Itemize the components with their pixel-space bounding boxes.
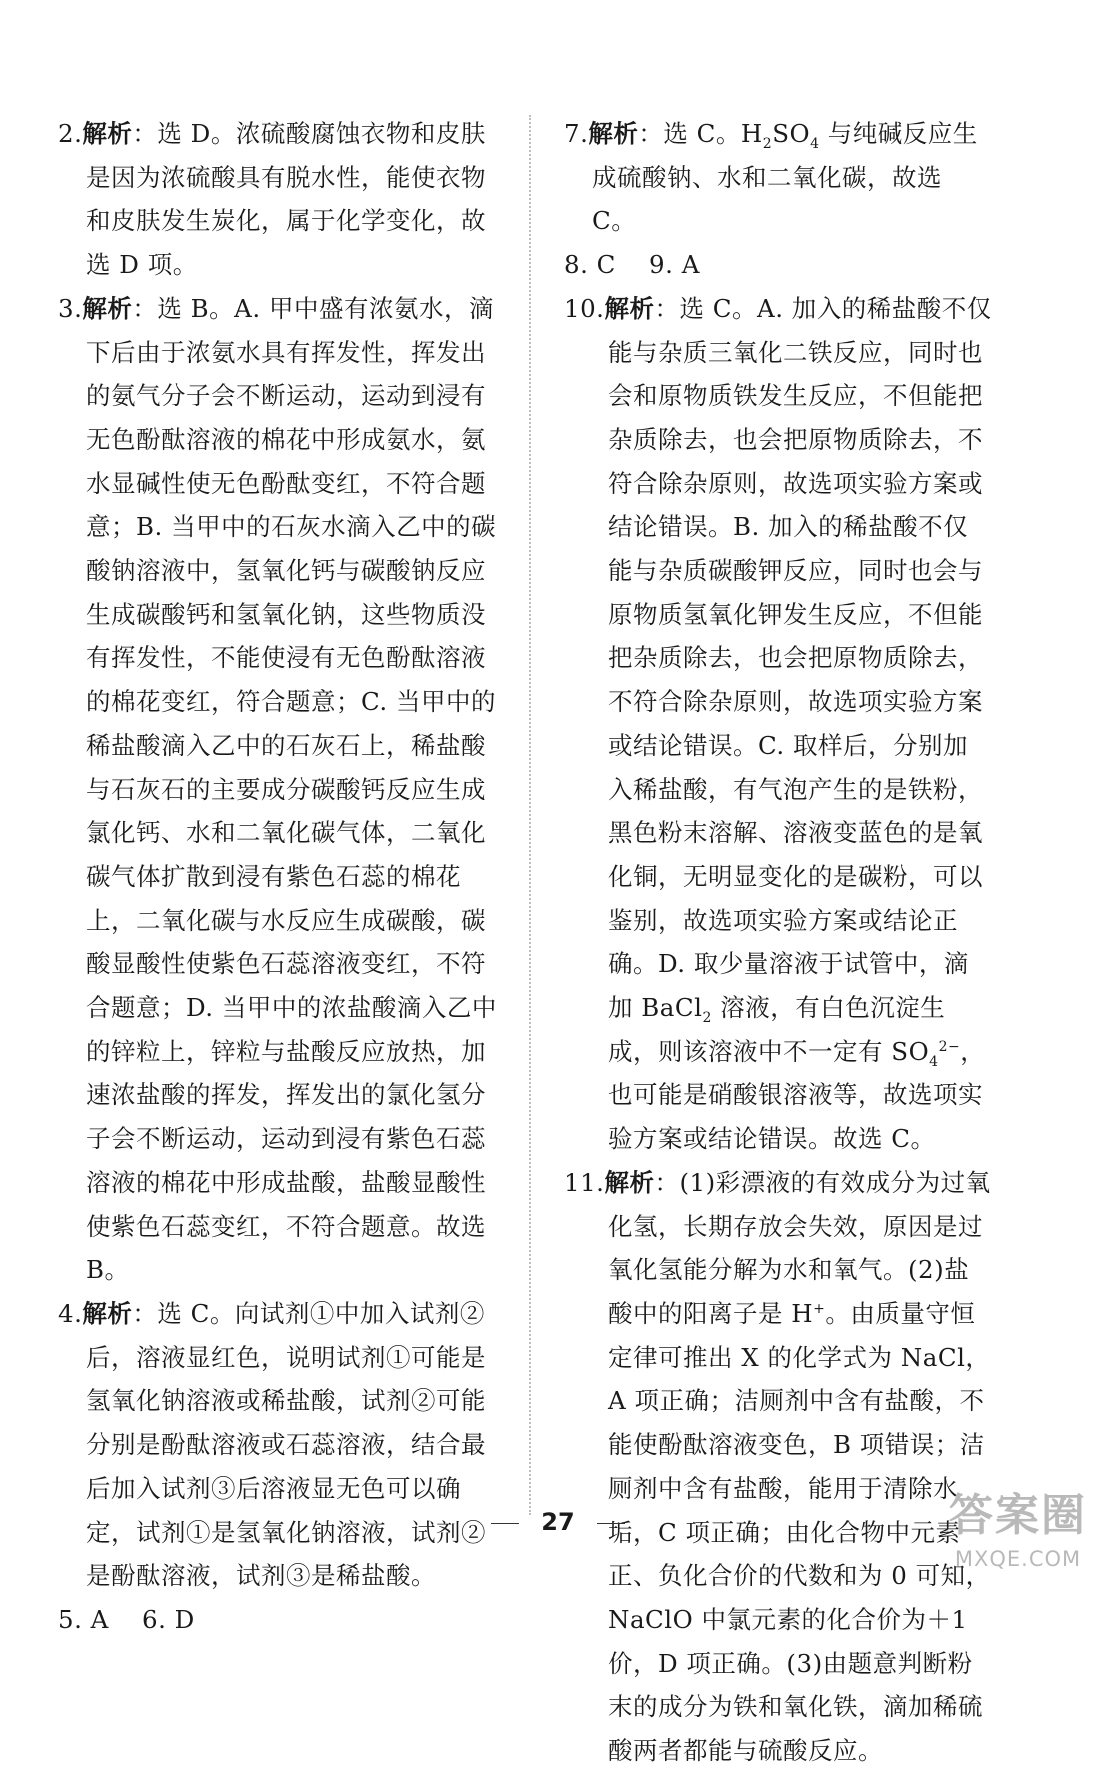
answer-4 xyxy=(58,1292,506,1598)
answer-text: ：选 B。A. 甲中盛有浓氨水，滴下后由于浓氨水具有挥发性，挥发出的氨气分子会不断运动，运动到浸有无色酚酞溶液的棉花中形成氨水，氨水显碱性使无色酚酞变红，不符合题意；B. 当甲中的石灰水滴入乙中的碳酸钠溶液中，氢氧化钙与碳酸钠反应生成碳酸钙和氢氧化钠，这些物质没有挥发性，不能使浸有无色酚酞溶液的棉花变红，符合题意；C. 当甲中的稀盐酸滴入乙中的石灰石上，稀盐酸与石灰石的主要成分碳酸钙反应生成氯化钙、水和二氧化碳气体，二氧化碳气体扩散到浸有紫色石蕊的棉花上，二氧化碳与水反应生成碳酸，碳酸显酸性使紫色石蕊溶液变红，不符合题意；D. 当甲中的浓盐酸滴入乙中的锌粒上，锌粒与盐酸反应放热，加速浓盐酸的挥发，挥发出的氯化氢分子会不断运动，运动到浸有紫色石蕊溶液的棉花中形成盐酸，盐酸显酸性使紫色石蕊变红，不符合题意。故选 B。 xyxy=(86,293,497,1285)
answer-number: 2. xyxy=(58,119,83,148)
answer-number: 3. xyxy=(58,293,83,323)
answer-number: 4. xyxy=(58,1298,83,1328)
answer-2 xyxy=(58,112,506,287)
answer-3 xyxy=(58,287,506,1292)
footer-dash-left xyxy=(491,1523,519,1524)
answer-number: 7. xyxy=(564,119,589,148)
column-divider xyxy=(529,115,531,1515)
answer-label: 解析 xyxy=(604,1167,655,1197)
watermark-url: MXQE.COM xyxy=(954,1547,1082,1571)
answer-11: 11.解析：(1)彩漂液的有效成分为过氧化氢，长期存放会失效，原因是过氧化氢能分解为水和氧气。(2)盐酸中的阳离子是 H+。由质量守恒定律可推出 X 的化学式为 NaCl，A 项正确；洁厕剂中含有盐酸，不能使酚酞溶液变色，B 项错误；洁厕剂中含有盐酸，能用于清除水垢，C 项正确；由化合物中元素正、负化合价的代数和为 0 可知，NaClO 中氯元素的化合价为＋1 价，D 项正确。(3)由题意判断粉末的成分为铁和氧化铁，滴加稀硫酸两者都能与硫酸反应。 xyxy=(564,1167,991,1766)
answer-label: 解析 xyxy=(82,119,133,148)
answer-label: 解析 xyxy=(82,1298,133,1328)
answer-text: ：选 C。向试剂①中加入试剂②后，溶液显红色，说明试剂①可能是氢氧化钠溶液或稀盐酸，试剂②可能分别是酚酞溶液或石蕊溶液，结合最后加入试剂③后溶液显无色可以确定，试剂①是氢氧化钠溶液，试剂②是酚酞溶液，试剂③是稀盐酸。 xyxy=(86,1298,486,1591)
answer-10: 10.解析：选 C。A. 加入的稀盐酸不仅能与杂质三氧化二铁反应，同时也会和原物质铁发生反应，不但能把杂质除去，也会把原物质除去，不符合除杂原则，故选项实验方案或结论错误。B. 加入的稀盐酸不仅能与杂质碳酸钾反应，同时也会与原物质氢氧化钾发生反应，不但能把杂质除去，也会把原物质除去，不符合除杂原则，故选项实验方案或结论错误。C. 取样后，分别加入稀盐酸，有气泡产生的是铁粉，黑色粉末溶解、溶液变蓝色的是氧化铜，无明显变化的是碳粉，可以鉴别，故选项实验方案或结论正确。D. 取少量溶液于试管中，滴加 BaCl$_2$ 溶液，有白色沉淀生成，则该溶液中不一定有 $SO_4^{2-}$，也可能是硝酸银溶液等，故选项实验方案或结论错误。故选 C。 xyxy=(564,293,992,1154)
answer-label: 解析 xyxy=(588,119,639,148)
left-column xyxy=(58,112,506,1642)
answer-7: 7.解析：选 C。$H_2SO_4$ 与纯碱反应生成硫酸钠、水和二氧化碳，故选 C。 xyxy=(564,119,978,236)
answer-label: 解析 xyxy=(82,293,133,323)
site-watermark xyxy=(934,1488,1102,1588)
page-number: 27 xyxy=(541,1508,575,1536)
answer-5-6: 5. A 6. D xyxy=(58,1604,195,1634)
footer-dash-right xyxy=(597,1523,625,1524)
answer-label: 解析 xyxy=(604,293,655,323)
watermark-logo-text: 答案圈 xyxy=(949,1490,1087,1541)
answer-number: 11. xyxy=(564,1167,605,1197)
answer-8-9: 8. C 9. A xyxy=(564,250,700,280)
answer-number: 10. xyxy=(564,293,605,323)
answer-text: ：选 D。浓硫酸腐蚀衣物和皮肤是因为浓硫酸具有脱水性，能使衣物和皮肤发生炭化，属于化学变化，故选 D 项。 xyxy=(86,119,486,280)
